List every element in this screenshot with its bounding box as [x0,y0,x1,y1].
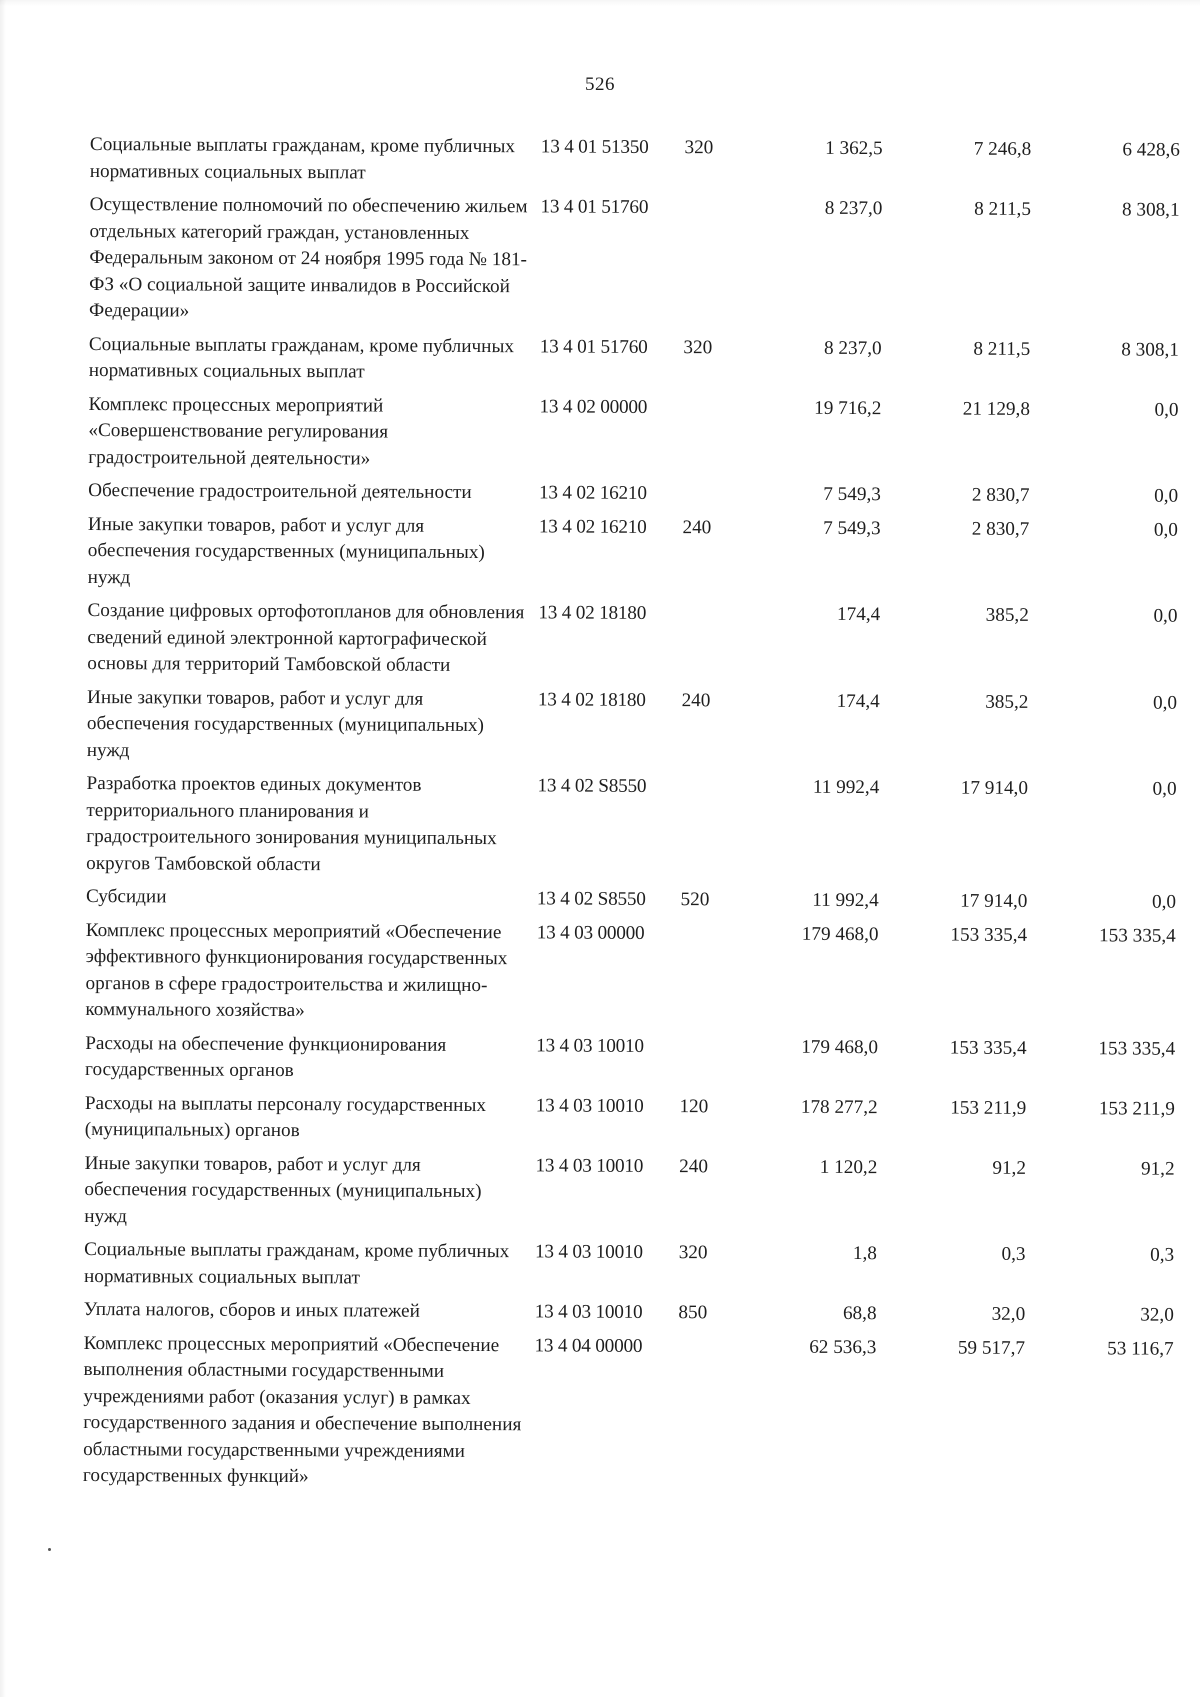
row-value-2: 59 517,7 [957,1337,1026,1359]
row-value-2: 8 211,5 [974,198,1032,220]
row-value-1: 179 468,0 [801,1036,879,1058]
row-value-1: 174,4 [837,603,881,626]
table-row [86,884,1176,916]
row-value-2: 2 830,7 [971,518,1030,540]
table-row [86,771,1177,883]
row-value-3: 0,3 [1150,1244,1175,1266]
row-value-3: 32,0 [1140,1304,1174,1326]
table-row [88,478,1178,510]
row-expense-type: 850 [678,1302,708,1324]
table-row [84,1297,1174,1329]
budget-table [83,132,1180,1495]
row-value-2: 153 335,4 [950,924,1028,946]
row-value-3: 153 211,9 [1098,1097,1175,1120]
row-value-1: 178 277,2 [800,1096,878,1118]
row-code: 13 4 02 S8550 [536,888,646,910]
row-value-2: 0,3 [1001,1243,1026,1265]
row-value-1: 11 992,4 [812,889,879,912]
row-value-3: 8 308,1 [1121,338,1179,361]
row-name: Комплекс процессных мероприятий «Обеспечение выполнения областными государственными учреждениями работ (оказания услуг) в рамках государственного задания и обеспечение выполнения областными государственными учреждениями государственных функций» [82,1332,522,1488]
row-value-2: 153 335,4 [949,1037,1027,1059]
row-value-2: 385,2 [985,691,1029,713]
row-value-1: 8 237,0 [824,337,882,359]
row-expense-type: 320 [683,336,713,358]
table-row [84,1237,1174,1296]
row-name: Субсидии [85,885,167,908]
row-expense-type: 240 [679,1155,709,1177]
scan-speck [48,1548,51,1551]
row-value-3: 53 116,7 [1107,1337,1174,1360]
row-code: 13 4 03 00000 [536,921,645,944]
table-row [85,1030,1175,1089]
row-name: Социальные выплаты гражданам, кроме публичных нормативных социальных выплат [83,1238,510,1288]
scan-shadow-left [0,0,6,1697]
row-value-2: 32,0 [991,1303,1026,1325]
table-row [84,1150,1174,1235]
row-value-3: 0,0 [1153,519,1178,541]
row-value-2: 17 914,0 [960,890,1028,912]
row-value-3: 0,0 [1151,891,1177,913]
table-row [85,1090,1175,1149]
row-value-1: 174,4 [836,690,880,712]
table-row [88,511,1178,596]
row-code: 13 4 02 16210 [538,482,647,504]
row-value-3: 0,0 [1153,605,1178,627]
row-value-3: 8 308,1 [1121,199,1180,221]
row-value-1: 62 536,3 [809,1336,877,1358]
row-name: Иные закупки товаров, работ и услуг для обеспечения государственных (муниципальных) нужд [86,686,484,761]
row-expense-type: 520 [680,889,710,911]
page-number: 526 [585,74,615,95]
row-value-2: 2 830,7 [971,484,1030,506]
row-value-2: 91,2 [992,1157,1027,1179]
table-row [89,192,1180,330]
row-code: 13 4 01 51760 [539,335,648,358]
table-row [85,917,1176,1029]
row-value-3: 6 428,6 [1122,139,1180,161]
row-name: Разработка проектов единых документов территориального планирования и градостроительного зонирования муниципальных округов Тамбовской области [86,772,497,875]
row-expense-type: 240 [682,516,712,538]
row-code: 13 4 03 10010 [535,1094,644,1117]
row-value-1: 19 716,2 [814,397,882,419]
row-code: 13 4 03 10010 [535,1154,644,1177]
row-value-3: 91,2 [1140,1158,1175,1180]
row-name: Социальные выплаты гражданам, кроме публичных нормативных социальных выплат [89,133,516,183]
row-name: Осуществление полномочий по обеспечению жильем отдельных категорий граждан, установленных Федеральным законом от 24 ноября 1995 года № 181-ФЗ «О социальной защите инвалидов в Российской Федерации» [89,193,528,322]
row-value-2: 153 211,9 [950,1097,1027,1119]
row-value-1: 8 237,0 [824,197,883,220]
row-value-2: 21 129,8 [962,398,1030,420]
row-expense-type: 320 [678,1242,708,1264]
row-code: 13 4 04 00000 [534,1334,643,1357]
row-name: Социальные выплаты гражданам, кроме публичных нормативных социальных выплат [88,333,515,383]
row-code: 13 4 03 10010 [536,1034,644,1057]
row-value-1: 1,8 [852,1243,877,1265]
row-name: Уплата налогов, сборов и иных платежей [83,1298,420,1322]
table-row [83,1330,1174,1495]
table-row [87,598,1177,683]
row-value-1: 179 468,0 [801,923,879,945]
row-value-2: 8 211,5 [973,338,1031,360]
row-expense-type: 120 [679,1095,709,1117]
row-value-2: 385,2 [985,604,1029,626]
row-value-2: 17 914,0 [960,777,1029,799]
row-value-1: 7 549,3 [823,483,881,506]
row-value-2: 7 246,8 [973,138,1032,160]
row-code: 13 4 03 10010 [534,1301,643,1323]
row-code: 13 4 02 18180 [538,602,647,624]
row-name: Иные закупки товаров, работ и услуг для обеспечения государственных (муниципальных) нужд [87,513,485,588]
row-name: Создание цифровых ортофотопланов для обновления сведений единой электронной картографической основы для территорий Тамбовской области [87,599,525,676]
row-expense-type: 240 [681,689,711,711]
row-name: Расходы на выплаты персоналу государственных (муниципальных) органов [84,1092,487,1142]
row-code: 13 4 03 10010 [534,1241,643,1263]
row-value-1: 11 992,4 [812,776,880,799]
row-value-3: 0,0 [1154,485,1179,507]
table-row [89,331,1179,390]
table-row [87,684,1177,769]
row-name: Обеспечение градостроительной деятельности [88,479,472,504]
row-value-3: 0,0 [1152,692,1178,714]
row-name: Расходы на обеспечение функционирования государственных органов [85,1032,447,1082]
row-code: 13 4 02 16210 [538,515,647,538]
row-code: 13 4 02 S8550 [537,775,647,797]
table-row [90,132,1180,191]
row-value-3: 0,0 [1152,778,1177,800]
scan-shadow-top [0,0,1200,6]
row-name: Комплекс процессных мероприятий «Обеспечение эффективного функционирования государственных органов в сфере градостроительства и жилищно-коммунального хозяйства» [85,919,508,1022]
row-value-1: 7 549,3 [823,517,881,539]
row-value-1: 68,8 [842,1302,877,1325]
row-value-1: 1 120,2 [819,1156,878,1178]
row-code: 13 4 01 51760 [540,196,649,218]
row-code: 13 4 02 18180 [537,688,646,711]
row-value-3: 153 335,4 [1099,924,1176,947]
row-expense-type: 320 [684,137,714,159]
row-code: 13 4 02 00000 [539,395,648,418]
row-name: Иные закупки товаров, работ и услуг для обеспечения государственных (муниципальных) нужд [84,1152,482,1227]
row-code: 13 4 01 51350 [540,136,649,158]
row-value-1: 1 362,5 [825,137,883,160]
row-value-3: 153 335,4 [1098,1037,1176,1060]
table-row [88,391,1178,476]
row-value-3: 0,0 [1154,399,1179,421]
row-name: Комплекс процессных мероприятий «Совершенствование регулирования градостроительной деятельности» [88,393,389,469]
